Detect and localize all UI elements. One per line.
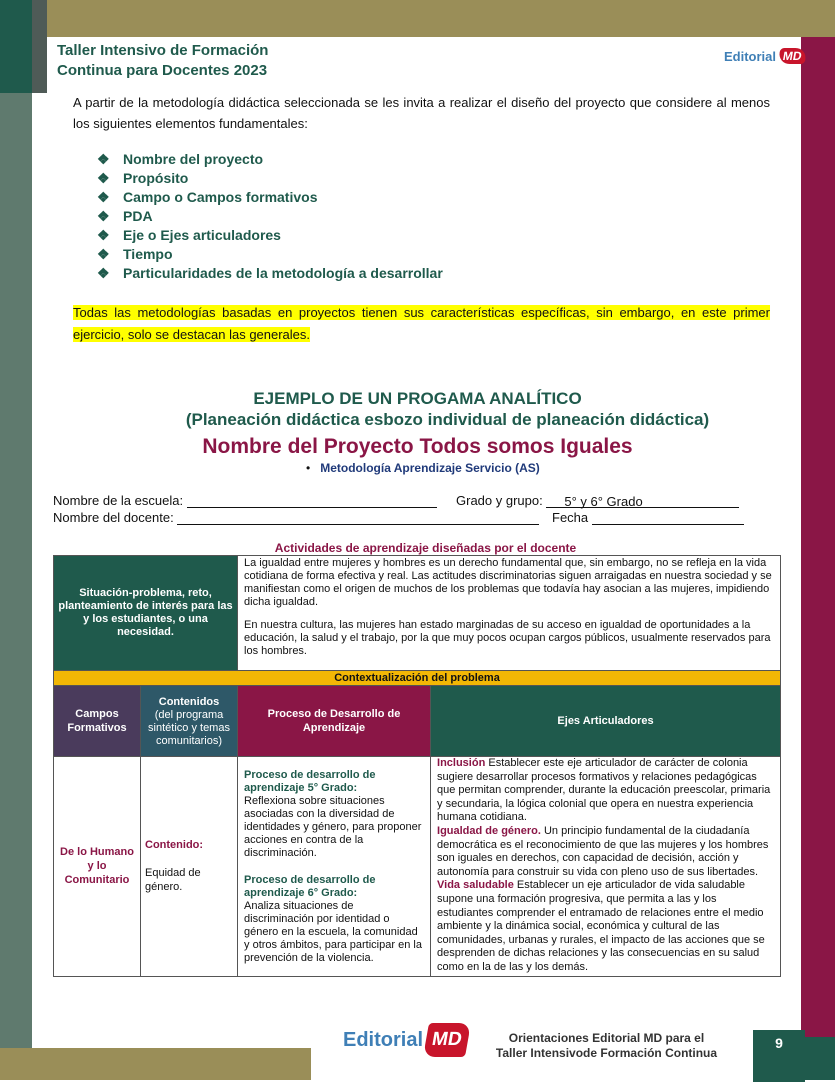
- footer-logo: [343, 1023, 468, 1057]
- date-row: [552, 510, 744, 525]
- pda5-text: Reflexiona sobre situaciones asociadas con la diversidad de identidades y género, para proponer acciones en contra de la discriminación.: [244, 795, 422, 859]
- diamond-bullet-icon: ❖: [97, 170, 110, 186]
- list-item: ❖ Particularidades de la metodología a desarrollar: [97, 265, 443, 281]
- intro-paragraph: A partir de la metodología didáctica seleccionada se les invita a realizar el diseño del proyecto que considere al menos los siguientes elementos fundamentales:: [73, 95, 770, 131]
- diamond-bullet-icon: ❖: [97, 265, 110, 281]
- logo-text: Editorial: [724, 48, 777, 64]
- contenido-label: Contenido:: [145, 839, 204, 852]
- school-row: [53, 493, 437, 508]
- date-field[interactable]: [592, 510, 744, 525]
- page-number: 9: [753, 1030, 805, 1082]
- contenido-value: Equidad de género.: [145, 867, 201, 894]
- left-decor-bar: [0, 93, 32, 1048]
- eje-inclusion: Inclusión Establecer este eje articulador de carácter de colonia sugiere desarrollar procesos formativos y relaciones pedagógicas que permitan comprender, durante la educación preescolar, primaria y secundaria, la lógica colonial que opera en nuestra experiencia humana cotidiana.: [437, 757, 771, 824]
- list-item: ❖ Eje o Ejes articuladores: [97, 227, 281, 243]
- footer-line2: Taller Intensivode Formación Continua: [495, 1046, 718, 1060]
- footer-logo-text: Editorial: [343, 1028, 424, 1051]
- table-row: [54, 757, 781, 977]
- date-label: Fecha: [552, 510, 589, 525]
- example-title: EJEMPLO DE UN PROGAMA ANALÍTICO: [253, 389, 582, 408]
- pda6-title: Proceso de desarrollo de aprendizaje 6° Grado:: [244, 874, 376, 899]
- school-label: Nombre de la escuela:: [53, 493, 184, 508]
- list-item: ❖ Propósito: [97, 170, 189, 186]
- grade-field[interactable]: 5° y 6° Grado: [546, 494, 739, 508]
- header-title: [57, 41, 268, 81]
- methodology: • Metodología Aprendizaje Servicio (AS): [306, 461, 540, 475]
- context-banner: Contextualización del problema: [54, 671, 781, 686]
- highlight-note: Todas las metodologías basadas en proyectos tienen sus características específicas, sin embargo, en este primer ejercicio, solo se destacan las generales.: [73, 305, 770, 342]
- header-contenidos: Contenidos (del programa sintético y temas comunitarios): [141, 686, 238, 757]
- list-item: ❖ PDA: [97, 208, 153, 224]
- eje-igualdad: Igualdad de género. Un principio fundamental de la ciudadanía democrática es el reconocimiento de que las mujeres y los hombres son iguales en derechos, con capacidad de decisión, acción y autonomía para construir su vida con pleno uso de sus libertades.: [437, 824, 769, 878]
- table-row: [54, 556, 781, 671]
- pda6-text: Analiza situaciones de discriminación por identidad o género en la escuela, la comunidad y otros ámbitos, para participar en la prevención de la violencia.: [244, 900, 422, 964]
- header-title-line1: Taller Intensivo de Formación: [57, 42, 269, 59]
- grade-row: [456, 493, 739, 508]
- diamond-bullet-icon: ❖: [97, 189, 110, 205]
- pda5-title: Proceso de desarrollo de aprendizaje 5° Grado:: [244, 769, 376, 794]
- list-item: ❖ Nombre del proyecto: [97, 151, 264, 167]
- header-proceso: Proceso de Desarrollo de Aprendizaje: [238, 686, 431, 757]
- grade-label: Grado y grupo:: [456, 493, 543, 508]
- footer-caption: [460, 1031, 753, 1061]
- list-item: ❖ Tiempo: [97, 246, 173, 262]
- right-decor-bar: [801, 37, 835, 1037]
- corner-decor-dark: [0, 0, 32, 93]
- top-decor-bar: [0, 0, 835, 37]
- situation-paragraph-2: En nuestra cultura, las mujeres han estado marginadas de su acceso en igualdad de oportunidades a la educación, la salud y el trabajo, por la que muy pocos ocupan cargos públicos, usualmente reservados para los hombres.: [244, 619, 771, 657]
- planning-table: [53, 555, 781, 977]
- campo-cell: De lo Humano y lo Comunitario: [54, 757, 141, 977]
- diamond-bullet-icon: ❖: [97, 208, 110, 224]
- situation-paragraph-1: La igualdad entre mujeres y hombres es un derecho fundamental que, sin embargo, no se refleja en la vida cotidiana de forma efectiva y real. Las actitudes discriminatorias siguen arraigadas en nuestra sociedad y se manifiestan como el origen de muchos de los problemas que todavía hay asocian a las mujeres, impidiendo dicha igualdad.: [244, 557, 772, 608]
- contenido-cell: [141, 757, 238, 977]
- activities-title: Actividades de aprendizaje diseñadas por el docente: [274, 541, 577, 555]
- school-field[interactable]: [187, 493, 437, 508]
- situation-label: Situación-problema, reto, planteamiento de interés para las y los estudiantes, o una necesidad.: [54, 556, 238, 671]
- table-row: [54, 671, 781, 686]
- example-subtitle: (Planeación didáctica esbozo individual de planeación didáctica): [185, 410, 710, 429]
- ejes-cell: [431, 757, 781, 977]
- situation-text: [238, 556, 781, 671]
- teacher-label: Nombre del docente:: [53, 510, 174, 525]
- header-ejes: Ejes Articuladores: [431, 686, 781, 757]
- bottom-decor-bar: [0, 1048, 311, 1080]
- teacher-row: [53, 510, 539, 525]
- header-title-line2: Continua para Docentes 2023: [57, 62, 268, 79]
- project-name: Nombre del Proyecto Todos somos Iguales: [202, 435, 633, 458]
- diamond-bullet-icon: ❖: [97, 246, 110, 262]
- footer-logo-badge: MD: [423, 1023, 471, 1057]
- logo-badge: MD: [778, 48, 807, 64]
- proceso-cell: [238, 757, 431, 977]
- elements-list: [97, 150, 443, 283]
- footer-line1: Orientaciones Editorial MD para el: [508, 1031, 705, 1045]
- diamond-bullet-icon: ❖: [97, 227, 110, 243]
- list-item: ❖ Campo o Campos formativos: [97, 189, 318, 205]
- diamond-bullet-icon: ❖: [97, 151, 110, 167]
- header-campos: Campos Formativos: [54, 686, 141, 757]
- eje-vida-saludable: Vida saludable Establecer un eje articulador de vida saludable supone una formación progresiva, que permita a las y los estudiantes comprender el entramado de relaciones entre el medio ambiente y la dinámica social, económica y cultural de las comunidades, urbanas y rurales, el impacto de las acciones que se desprenden de dichas relaciones y las consecuencias en su salud como en la de las y los demás.: [437, 879, 765, 973]
- bullet-icon: •: [306, 461, 311, 475]
- editorial-logo: [724, 48, 806, 64]
- table-header-row: [54, 686, 781, 757]
- teacher-field[interactable]: [177, 510, 539, 525]
- corner-decor-gray: [32, 0, 47, 93]
